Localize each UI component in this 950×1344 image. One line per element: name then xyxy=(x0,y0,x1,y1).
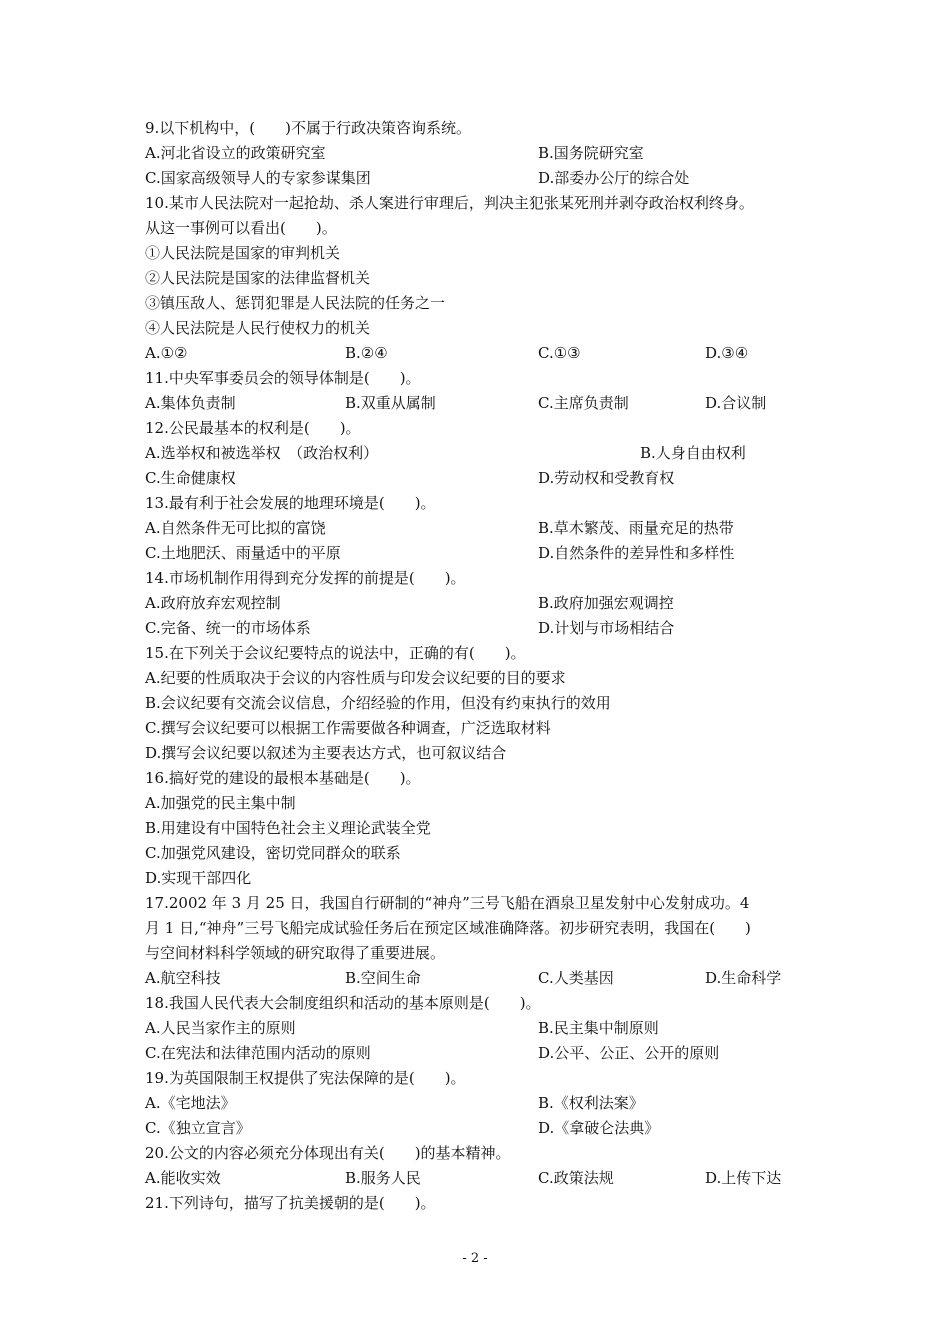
q13-option-c: C.土地肥沃、雨量适中的平原 xyxy=(145,544,341,562)
q15-option-d: D.撰写会议纪要以叙述为主要表达方式，也可叙议结合 xyxy=(145,744,507,762)
q16-option-a: A.加强党的民主集中制 xyxy=(145,794,296,812)
q11-option-c: C.主席负责制 xyxy=(538,394,629,412)
question-18-stem: 18.我国人民代表大会制度组织和活动的基本原则是( )。 xyxy=(145,994,541,1012)
q15-option-c: C.撰写会议纪要可以根据工作需要做各种调查，广泛选取材料 xyxy=(145,719,551,737)
q16-option-b: B.用建设有中国特色社会主义理论武装全党 xyxy=(145,819,431,837)
question-21-stem: 21.下列诗句，描写了抗美援朝的是( )。 xyxy=(145,1194,436,1212)
q20-option-d: D.上传下达 xyxy=(705,1169,782,1187)
q15-option-a: A.纪要的性质取决于会议的内容性质与印发会议纪要的目的要求 xyxy=(145,669,566,687)
q14-option-d: D.计划与市场相结合 xyxy=(538,619,675,637)
question-10-statement-3: ③镇压敌人、惩罚犯罪是人民法院的任务之一 xyxy=(145,294,446,312)
question-20-stem: 20.公文的内容必须充分体现出有关( )的基本精神。 xyxy=(145,1144,511,1162)
q17-option-b: B.空间生命 xyxy=(345,969,421,987)
q15-option-b: B.会议纪要有交流会议信息，介绍经验的作用，但没有约束执行的效用 xyxy=(145,694,611,712)
q10-option-a: A.①② xyxy=(145,344,188,362)
q11-option-d: D.合议制 xyxy=(705,394,767,412)
q18-option-c: C.在宪法和法律范围内活动的原则 xyxy=(145,1044,371,1062)
question-17-stem-line-3: 与空间材料科学领域的研究取得了重要进展。 xyxy=(145,944,446,962)
q9-option-a: A.河北省设立的政策研究室 xyxy=(145,144,326,162)
q9-option-d: D.部委办公厅的综合处 xyxy=(538,169,690,187)
question-13-stem: 13.最有利于社会发展的地理环境是( )。 xyxy=(145,494,436,512)
q16-option-d: D.实现干部四化 xyxy=(145,869,252,887)
question-11-stem: 11.中央军事委员会的领导体制是( )。 xyxy=(145,369,421,387)
question-14-stem: 14.市场机制作用得到充分发挥的前提是( )。 xyxy=(145,569,466,587)
q14-option-a: A.政府放弃宏观控制 xyxy=(145,594,281,612)
question-10-stem-line-2: 从这一事例可以看出( )。 xyxy=(145,219,337,237)
q18-option-b: B.民主集中制原则 xyxy=(538,1019,659,1037)
q17-option-a: A.航空科技 xyxy=(145,969,221,987)
q19-option-d: D.《拿破仑法典》 xyxy=(538,1119,660,1137)
q9-option-b: B.国务院研究室 xyxy=(538,144,644,162)
question-10-stem-line-1: 10.某市人民法院对一起抢劫、杀人案进行审理后，判决主犯张某死刑并剥夺政治权利终身。 xyxy=(145,194,754,212)
question-15-stem: 15.在下列关于会议纪要特点的说法中，正确的有( )。 xyxy=(145,644,526,662)
page-number: - 2 - xyxy=(462,1251,488,1266)
question-12-stem: 12.公民最基本的权利是( )。 xyxy=(145,419,361,437)
q12-option-a: A.选举权和被选举权 （政治权利） xyxy=(145,444,379,462)
q12-option-c: C.生命健康权 xyxy=(145,469,236,487)
q10-option-b: B.②④ xyxy=(345,344,388,362)
q10-option-d: D.③④ xyxy=(705,344,749,362)
q11-option-b: B.双重从属制 xyxy=(345,394,436,412)
q18-option-d: D.公平、公正、公开的原则 xyxy=(538,1044,720,1062)
q20-option-c: C.政策法规 xyxy=(538,1169,614,1187)
q11-option-a: A.集体负责制 xyxy=(145,394,236,412)
q10-option-c: C.①③ xyxy=(538,344,581,362)
question-16-stem: 16.搞好党的建设的最根本基础是( )。 xyxy=(145,769,421,787)
question-17-stem-line-2: 月 1 日,“神舟”三号飞船完成试验任务后在预定区域准确降落。初步研究表明，我国在( ) xyxy=(145,919,751,937)
question-19-stem: 19.为英国限制王权提供了宪法保障的是( )。 xyxy=(145,1069,466,1087)
q13-option-b: B.草木繁茂、雨量充足的热带 xyxy=(538,519,734,537)
q17-option-d: D.生命科学 xyxy=(705,969,782,987)
q14-option-b: B.政府加强宏观调控 xyxy=(538,594,674,612)
q14-option-c: C.完备、统一的市场体系 xyxy=(145,619,311,637)
q13-option-a: A.自然条件无可比拟的富饶 xyxy=(145,519,326,537)
q19-option-a: A.《宅地法》 xyxy=(145,1094,236,1112)
q18-option-a: A.人民当家作主的原则 xyxy=(145,1019,296,1037)
question-17-stem-line-1: 17.2002 年 3 月 25 日，我国自行研制的“神舟”三号飞船在酒泉卫星发射中心发射成功。4 xyxy=(145,894,750,912)
q9-option-c: C.国家高级领导人的专家参谋集团 xyxy=(145,169,371,187)
question-10-statement-2: ②人民法院是国家的法律监督机关 xyxy=(145,269,371,287)
question-9-stem: 9.以下机构中，( )不属于行政决策咨询系统。 xyxy=(145,119,472,137)
q12-option-d: D.劳动权和受教育权 xyxy=(538,469,675,487)
q20-option-a: A.能收实效 xyxy=(145,1169,221,1187)
q16-option-c: C.加强党风建设，密切党同群众的联系 xyxy=(145,844,401,862)
q13-option-d: D.自然条件的差异性和多样性 xyxy=(538,544,735,562)
q17-option-c: C.人类基因 xyxy=(538,969,614,987)
q19-option-c: C.《独立宣言》 xyxy=(145,1119,251,1137)
question-10-statement-1: ①人民法院是国家的审判机关 xyxy=(145,244,341,262)
question-10-statement-4: ④人民法院是人民行使权力的机关 xyxy=(145,319,371,337)
q20-option-b: B.服务人民 xyxy=(345,1169,421,1187)
q19-option-b: B.《权利法案》 xyxy=(538,1094,644,1112)
q12-option-b: B.人身自由权利 xyxy=(640,444,746,462)
